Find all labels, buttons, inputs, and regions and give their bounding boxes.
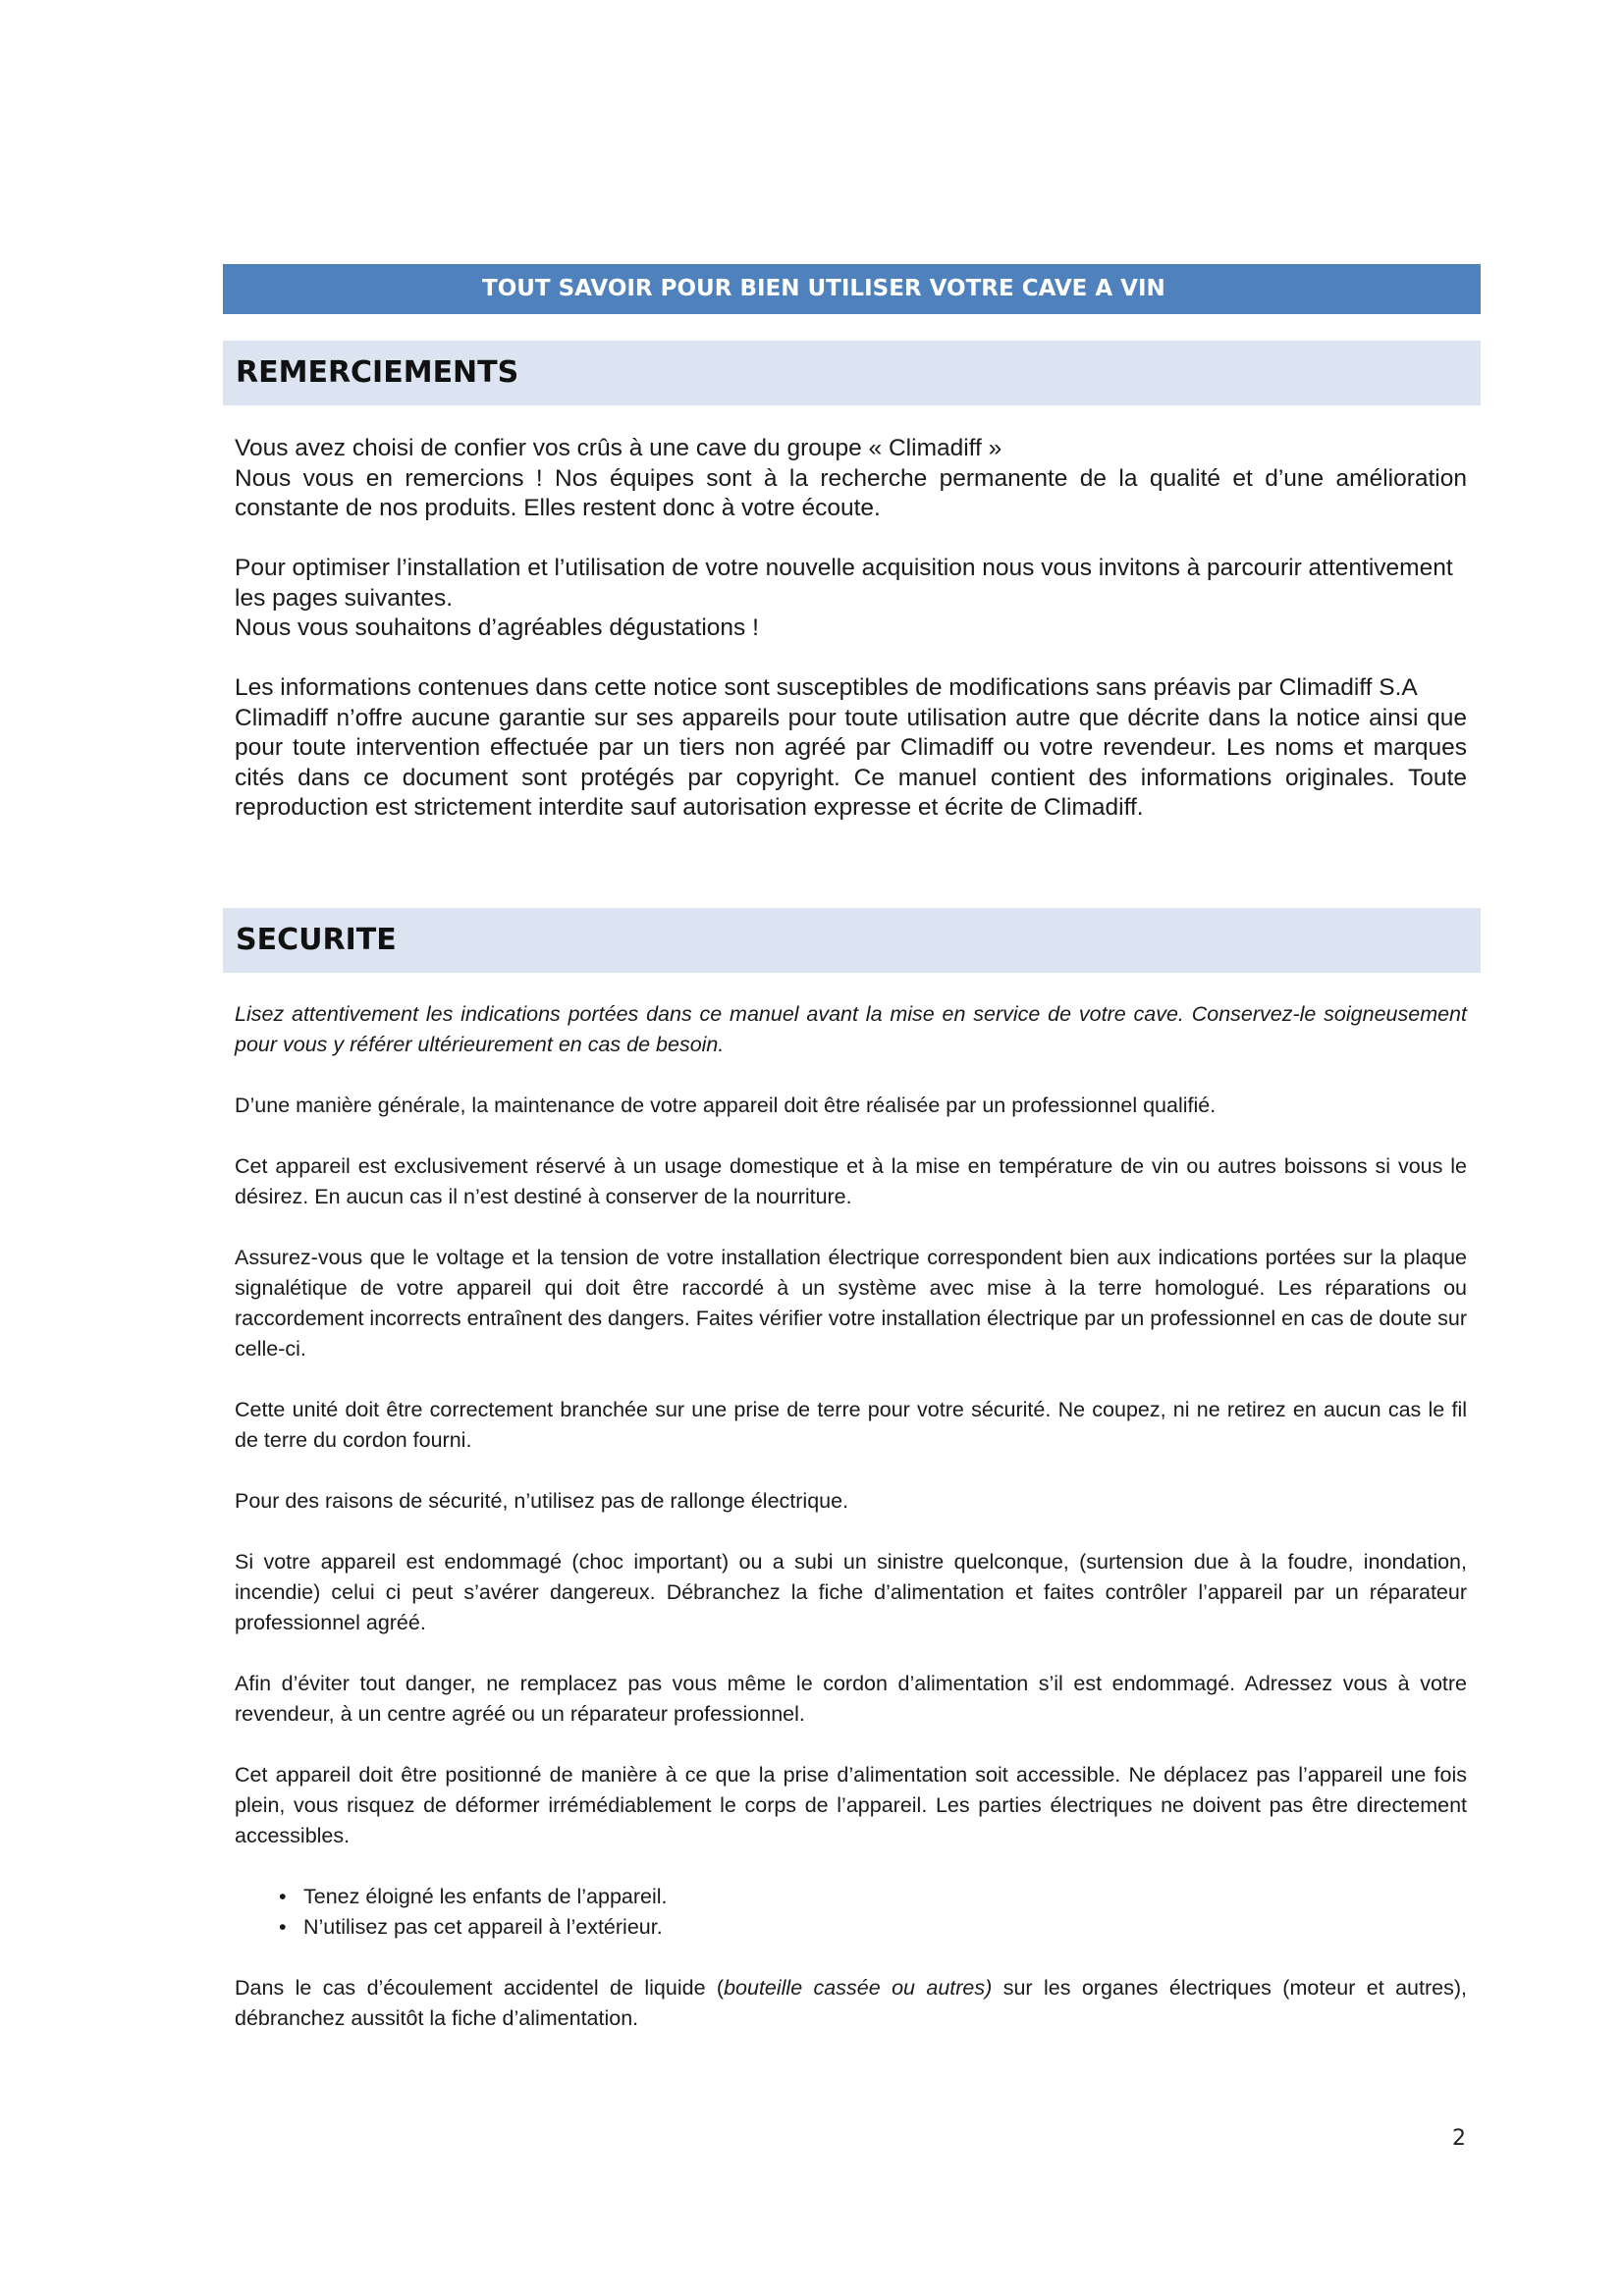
- paragraph: Vous avez choisi de confier vos crûs à une cave du groupe « Climadiff »: [235, 435, 1002, 461]
- paragraph: Nous vous en remercions ! Nos équipes sont à la recherche permanente de la qualité et d’une amélioration constante de nos produits. Elles restent donc à votre écoute.: [235, 464, 1467, 521]
- securite-body: [235, 999, 1467, 2064]
- paragraph: D’une manière générale, la maintenance de votre appareil doit être réalisée par un professionnel qualifié.: [235, 1094, 1217, 1117]
- main-title: TOUT SAVOIR POUR BIEN UTILISER VOTRE CAVE A VIN: [482, 276, 1165, 301]
- list-item-text: N’utilisez pas cet appareil à l’extérieur.: [303, 1915, 663, 1939]
- paragraph: Les informations contenues dans cette notice sont susceptibles de modifications sans préavis par Climadiff S.A: [235, 674, 1418, 701]
- paragraph: Cette unité doit être correctement branchée sur une prise de terre pour votre sécurité. Ne coupez, ni ne retirez en aucun cas le fil de terre du cordon fourni.: [235, 1398, 1467, 1452]
- paragraph: Cet appareil doit être positionné de manière à ce que la prise d’alimentation soit accessible. Ne déplacez pas l’appareil une fois plein, vous risquez de déformer irrémédiablement le corps de l’appareil. Les parties électriques ne doivent pas être directement accessibles.: [235, 1763, 1467, 1847]
- section-title: REMERCIEMENTS: [236, 355, 519, 390]
- list-item-text: Tenez éloigné les enfants de l’appareil.: [303, 1885, 668, 1908]
- paragraph: Afin d’éviter tout danger, ne remplacez pas vous même le cordon d’alimentation s’il est endommagé. Adressez vous à votre revendeur, à un centre agréé ou un réparateur professionnel.: [235, 1672, 1467, 1726]
- paragraph: Pour optimiser l’installation et l’utilisation de votre nouvelle acquisition nous vous invitons à parcourir attentivement les pages suivantes.: [235, 555, 1453, 612]
- paragraph: Nous vous souhaitons d’agréables dégustations !: [235, 614, 759, 641]
- section-title: SECURITE: [236, 923, 397, 957]
- paragraph: Climadiff n’offre aucune garantie sur ses appareils pour toute utilisation autre que décrite dans la notice ainsi que pour toute intervention effectuée par un tiers non agréé par Climadiff ou votre revendeur. Les noms et marques cités dans ce document sont protégés par copyright. Ce manuel contient des informations originales. Toute reproduction est strictement interdite sauf autorisation expresse et écrite de Climadiff.: [235, 704, 1467, 821]
- section-header-remerciements: [223, 341, 1481, 405]
- paragraph: Assurez-vous que le voltage et la tension de votre installation électrique correspondent bien aux indications portées sur la plaque signalétique de votre appareil qui doit être raccordé à un système avec mise à la terre homologué. Les réparations ou raccordement incorrects entraînent des dangers. Faites vérifier votre installation électrique par un professionnel en cas de doute sur celle-ci.: [235, 1246, 1467, 1361]
- paragraph: Si votre appareil est endommagé (choc important) ou a subi un sinistre quelconque, (surtension due à la foudre, inondation, incendie) celui ci peut s’avérer dangereux. Débranchez la fiche d’alimentation et faites contrôler l’appareil par un réparateur professionnel agréé.: [235, 1550, 1467, 1634]
- paragraph: [235, 1973, 1467, 2034]
- paragraph: Lisez attentivement les indications portées dans ce manuel avant la mise en service de votre cave. Conservez-le soigneusement pour vous y référer ultérieurement en cas de besoin.: [235, 1002, 1467, 1056]
- paragraph: Pour des raisons de sécurité, n’utilisez pas de rallonge électrique.: [235, 1489, 849, 1513]
- list-item: [235, 1912, 1467, 1943]
- main-title-banner: [223, 264, 1481, 314]
- bullet-list: [235, 1882, 1467, 1943]
- text-run: sur les organes électriques (moteur et autres), débranchez aussitôt la fiche d’alimentation.: [235, 1976, 1467, 2030]
- page-number: 2: [1452, 2126, 1466, 2151]
- remerciements-body: [235, 434, 1467, 824]
- bullet-icon: •: [279, 1885, 287, 1908]
- bullet-icon: •: [279, 1915, 287, 1939]
- italic-text: bouteille cassée ou autres): [724, 1976, 993, 2000]
- list-item: [235, 1882, 1467, 1912]
- section-header-securite: [223, 908, 1481, 973]
- paragraph: Cet appareil est exclusivement réservé à un usage domestique et à la mise en température de vin ou autres boissons si vous le désirez. En aucun cas il n’est destiné à conserver de la nourriture.: [235, 1154, 1467, 1208]
- text-run: Dans le cas d’écoulement accidentel de liquide (: [235, 1976, 725, 2000]
